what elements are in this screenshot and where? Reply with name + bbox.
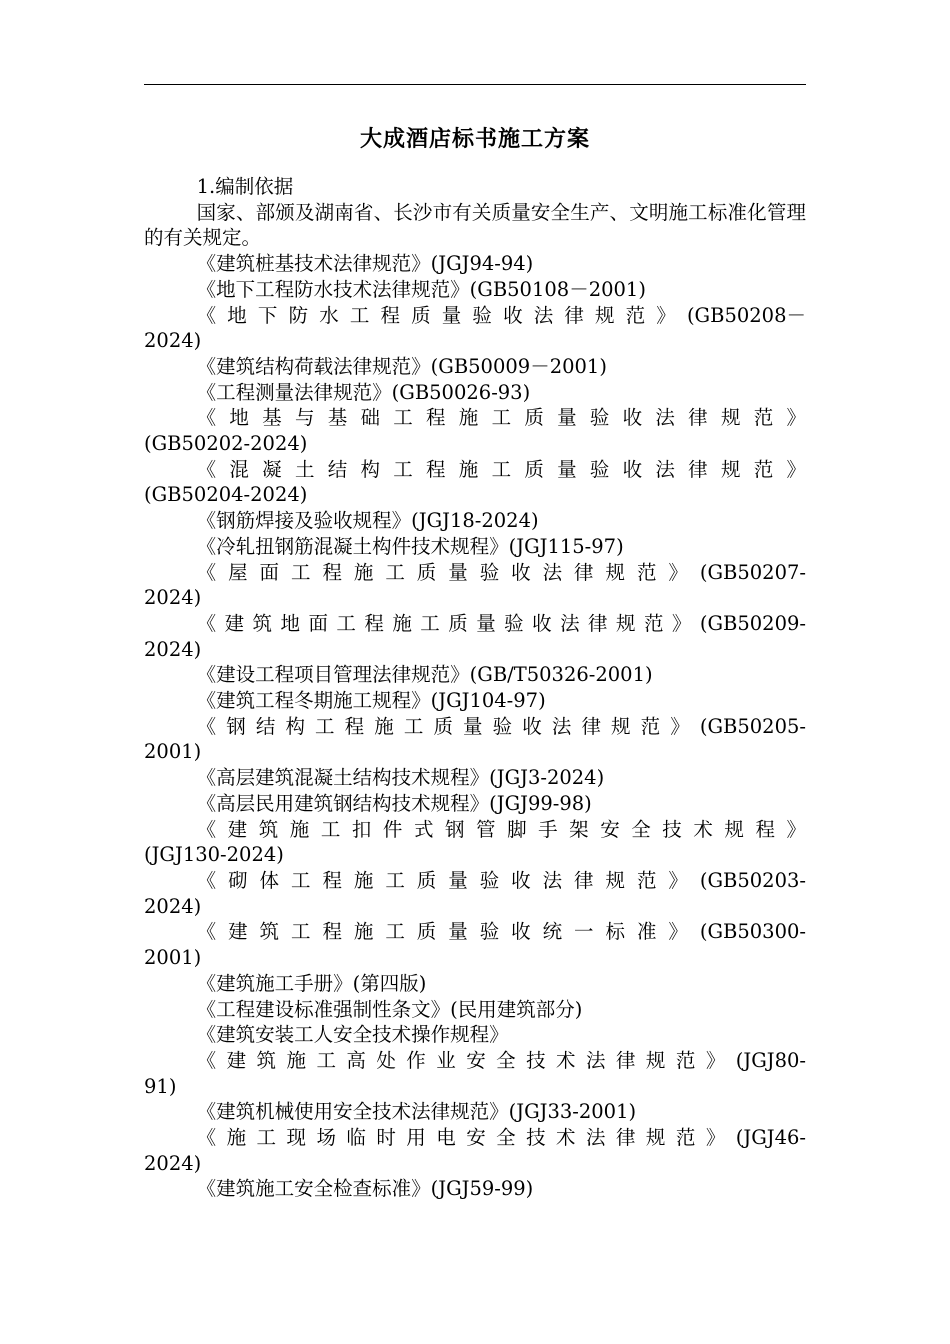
standard-item-continuation: 2001)	[144, 946, 202, 970]
standard-item-continuation: 2001)	[144, 740, 202, 764]
standard-item	[144, 611, 806, 662]
standard-item-line: 《建筑机械使用安全技术法律规范》(JGJ33-2001)	[196, 1100, 637, 1124]
standard-item	[144, 662, 806, 688]
standard-item-continuation: (JGJ130-2024)	[144, 843, 284, 867]
standard-item	[144, 508, 806, 534]
standard-item-line: 《钢筋焊接及验收规程》(JGJ18-2024)	[196, 509, 539, 533]
standard-item-line: 《建筑结构荷载法律规范》(GB50009－2001)	[196, 354, 607, 378]
standard-item	[144, 919, 806, 970]
standard-item	[144, 380, 806, 406]
standard-item-line: 《建筑桩基技术法律规范》(JGJ94-94)	[196, 252, 534, 276]
standard-item	[144, 997, 806, 1023]
standard-item	[144, 534, 806, 560]
standard-item-line: 《钢结构工程施工质量验收法律规范》(GB50205-	[196, 714, 806, 738]
standard-item-line: 《建筑工程施工质量验收统一标准》(GB50300-	[196, 920, 806, 944]
standard-item-line: 《砌体工程施工质量验收法律规范》(GB50203-	[196, 868, 806, 892]
standard-item-continuation: 91)	[144, 1074, 177, 1098]
standard-item	[144, 560, 806, 611]
standard-item-continuation: 2024)	[144, 1151, 202, 1175]
standard-item-line: 《建筑地面工程施工质量验收法律规范》(GB50209-	[196, 611, 806, 635]
standard-item-continuation: 2024)	[144, 894, 202, 918]
standard-item	[144, 1125, 806, 1176]
standard-item	[144, 688, 806, 714]
standard-item	[144, 791, 806, 817]
standard-item-continuation: (GB50202-2024)	[144, 432, 308, 456]
standard-item-line: 《冷轧扭钢筋混凝土构件技术规程》(JGJ115-97)	[196, 534, 624, 558]
standard-item-line: 《工程测量法律规范》(GB50026-93)	[196, 380, 531, 404]
standard-item-continuation: 2024)	[144, 329, 202, 353]
document-title: 大成酒店标书施工方案	[359, 126, 590, 152]
standard-item-line: 《建筑施工高处作业安全技术法律规范》(JGJ80-	[196, 1048, 806, 1072]
standard-item	[144, 1022, 806, 1048]
standard-item	[144, 457, 806, 508]
standard-item	[144, 817, 806, 868]
standard-item-continuation: 2024)	[144, 586, 202, 610]
standard-item-line: 《地下防水工程质量验收法律规范》(GB50208－	[196, 303, 806, 327]
standard-item-line: 《施工现场临时用电安全技术法律规范》(JGJ46-	[196, 1126, 806, 1150]
section-heading: 1.编制依据	[196, 175, 294, 198]
standard-item	[144, 277, 806, 303]
standard-item	[144, 251, 806, 277]
standard-item-line: 《工程建设标准强制性条文》(民用建筑部分)	[196, 997, 583, 1021]
standard-item-continuation: (GB50204-2024)	[144, 483, 308, 507]
standard-item-line: 《混凝土结构工程施工质量验收法律规范》	[196, 457, 806, 481]
standard-item	[144, 1048, 806, 1099]
standard-item-continuation: 2024)	[144, 637, 202, 661]
standards-list	[144, 251, 806, 1202]
standard-item-line: 《屋面工程施工质量验收法律规范》(GB50207-	[196, 560, 806, 584]
standard-item-line: 《建设工程项目管理法律规范》(GB/T50326-2001)	[196, 663, 653, 687]
header-rule	[144, 84, 806, 85]
standard-item	[144, 303, 806, 354]
standard-item	[144, 405, 806, 456]
standard-item	[144, 354, 806, 380]
standard-item-line: 《地下工程防水技术法律规范》(GB50108－2001)	[196, 277, 646, 301]
standard-item-line: 《地基与基础工程施工质量验收法律规范》	[196, 406, 806, 430]
standard-item-line: 《建筑安装工人安全技术操作规程》	[196, 1023, 509, 1047]
standard-item	[144, 1176, 806, 1202]
standard-item-line: 《建筑工程冬期施工规程》(JGJ104-97)	[196, 689, 546, 713]
standard-item	[144, 1099, 806, 1125]
document-body	[144, 174, 806, 1202]
standard-item-line: 《建筑施工安全检查标准》(JGJ59-99)	[196, 1177, 534, 1201]
standard-item	[144, 971, 806, 997]
standard-item	[144, 765, 806, 791]
standard-item	[144, 868, 806, 919]
intro-paragraph: 国家、部颁及湖南省、长沙市有关质量安全生产、文明施工标准化管理的有关规定。	[144, 200, 806, 250]
standard-item-line: 《高层民用建筑钢结构技术规程》(JGJ99-98)	[196, 791, 592, 815]
standard-item-line: 《建筑施工手册》(第四版)	[196, 971, 427, 995]
standard-item-line: 《高层建筑混凝土结构技术规程》(JGJ3-2024)	[196, 766, 605, 790]
standard-item-line: 《建筑施工扣件式钢管脚手架安全技术规程》	[196, 817, 806, 841]
standard-item	[144, 714, 806, 765]
